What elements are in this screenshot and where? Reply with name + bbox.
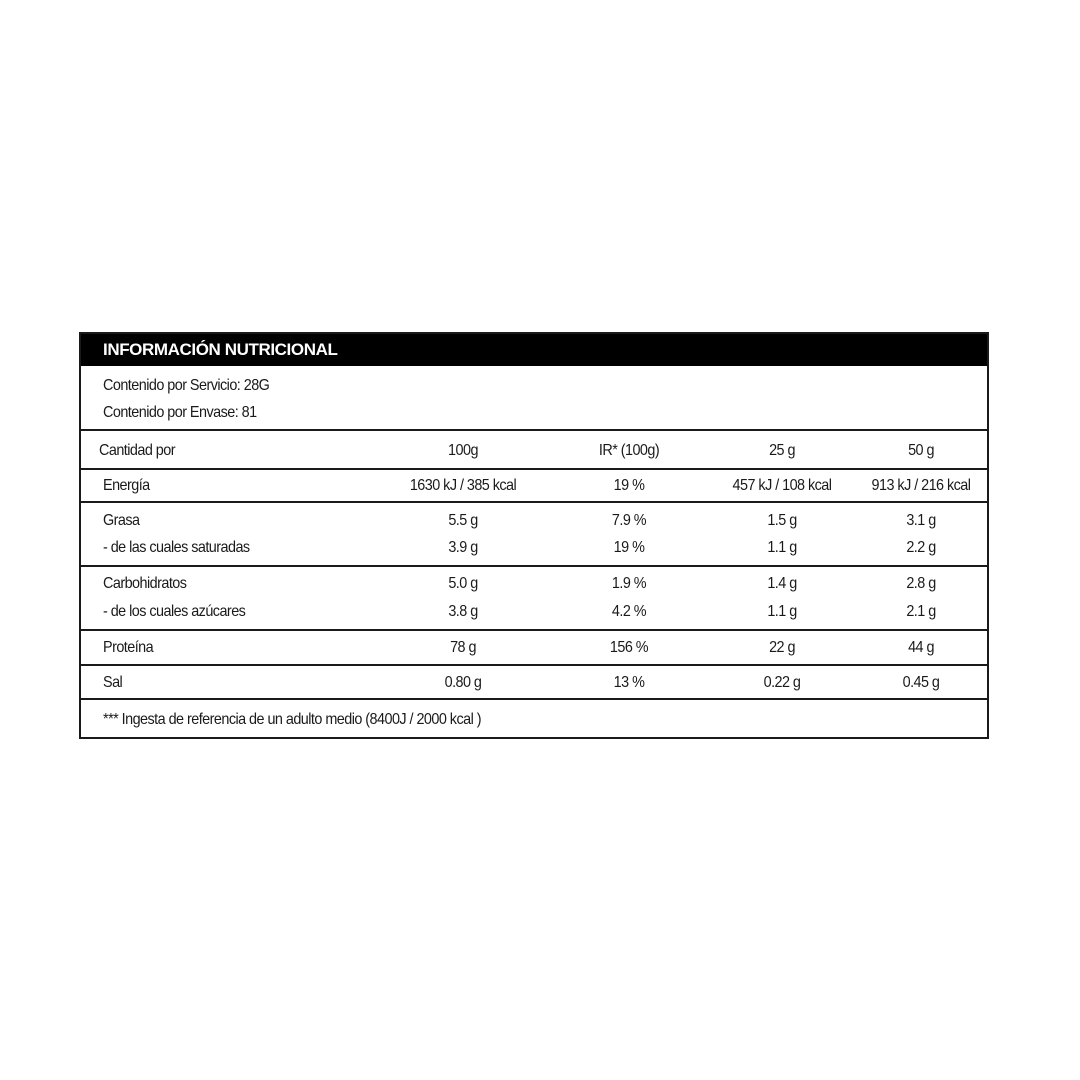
table-cell: 13 %: [613, 674, 645, 691]
footnote: *** Ingesta de referencia de un adulto medio (8400J / 2000 kcal ): [103, 711, 481, 728]
serving-size-text: Contenido por Servicio: 28G: [103, 377, 270, 394]
divider: [81, 501, 987, 503]
table-cell: 1.4 g: [767, 575, 797, 592]
table-cell: 2.8 g: [906, 575, 936, 592]
table-cell: 5.5 g: [448, 512, 478, 529]
row-label-azucares: - de los cuales azúcares: [103, 603, 246, 620]
table-cell: 78 g: [450, 639, 476, 656]
table-cell: 44 g: [908, 639, 934, 656]
table-cell: 0.45 g: [902, 674, 940, 691]
header-col-25g: 25 g: [769, 442, 795, 459]
table-cell: 1.1 g: [767, 539, 797, 556]
divider: [81, 664, 987, 666]
divider: [81, 629, 987, 631]
row-label-proteina: Proteína: [103, 639, 154, 656]
header-col-100g: 100g: [448, 442, 478, 459]
table-cell: 2.2 g: [906, 539, 936, 556]
row-label-grasa: Grasa: [103, 512, 140, 529]
servings-per-container-text: Contenido por Envase: 81: [103, 404, 257, 421]
row-label-sal: Sal: [103, 674, 123, 691]
table-cell: 913 kJ / 216 kcal: [871, 477, 971, 494]
table-cell: 156 %: [609, 639, 649, 656]
table-cell: 1.9 %: [611, 575, 647, 592]
table-cell: 22 g: [769, 639, 795, 656]
divider: [81, 429, 987, 431]
row-label-energia: Energía: [103, 477, 150, 494]
table-cell: 457 kJ / 108 kcal: [732, 477, 832, 494]
table-cell: 3.8 g: [448, 603, 478, 620]
header-label: Cantidad por: [99, 442, 175, 459]
table-cell: 3.1 g: [906, 512, 936, 529]
divider: [81, 698, 987, 700]
divider: [81, 468, 987, 470]
table-cell: 19 %: [613, 539, 645, 556]
table-title: INFORMACIÓN NUTRICIONAL: [81, 334, 987, 366]
table-cell: 1.1 g: [767, 603, 797, 620]
table-cell: 0.80 g: [444, 674, 482, 691]
row-label-saturadas: - de las cuales saturadas: [103, 539, 250, 556]
table-cell: 0.22 g: [763, 674, 801, 691]
row-label-carbohidratos: Carbohidratos: [103, 575, 187, 592]
table-cell: 1630 kJ / 385 kcal: [409, 477, 517, 494]
header-col-ir: IR* (100g): [598, 442, 660, 459]
table-cell: 5.0 g: [448, 575, 478, 592]
nutrition-table: [79, 332, 989, 739]
table-cell: 2.1 g: [906, 603, 936, 620]
table-cell: 4.2 %: [611, 603, 647, 620]
table-cell: 1.5 g: [767, 512, 797, 529]
divider: [81, 565, 987, 567]
header-col-50g: 50 g: [908, 442, 934, 459]
table-cell: 19 %: [613, 477, 645, 494]
table-cell: 3.9 g: [448, 539, 478, 556]
table-cell: 7.9 %: [611, 512, 647, 529]
